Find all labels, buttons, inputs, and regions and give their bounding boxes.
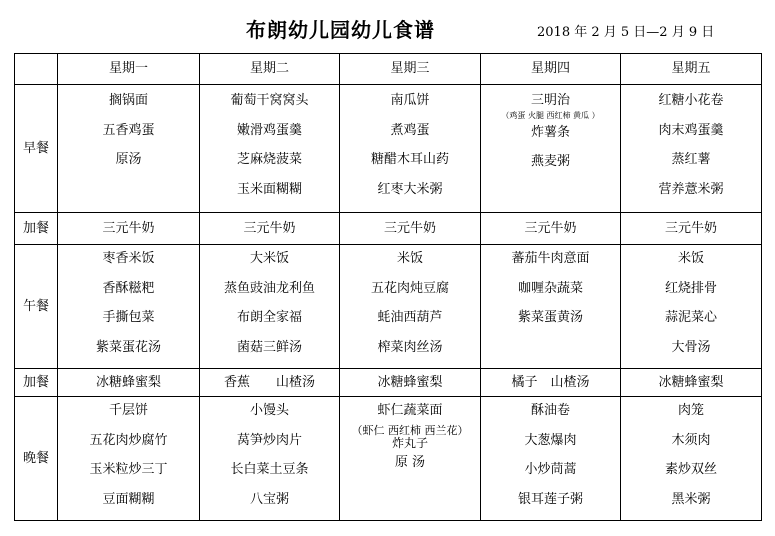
menu-item: 原 汤: [394, 454, 426, 470]
menu-item: 蒸鱼豉油龙利鱼: [223, 280, 315, 296]
menu-item: 红糖小花卷: [658, 93, 724, 108]
snack1-row: [15, 213, 762, 245]
menu-item: 玉米粒炒三丁: [89, 462, 168, 478]
day-header-mon: 星期一: [58, 54, 200, 85]
menu-item: 糖醋木耳山药: [370, 152, 449, 168]
menu-item: 大米饭: [249, 251, 289, 266]
menu-item: 银耳莲子粥: [517, 491, 583, 507]
lunch-row: [15, 245, 762, 369]
menu-item: 米饭: [677, 251, 704, 266]
menu-item: 五花肉炖豆腐: [370, 280, 449, 296]
date-range: 2018 年 2 月 5 日—2 月 9 日: [537, 25, 715, 40]
menu-item: 素炒双丝: [664, 462, 717, 478]
dinner-mon-cell: [58, 397, 200, 521]
menu-item: 蕃茄牛肉意面: [511, 251, 590, 266]
dinner-tue-cell: [200, 397, 340, 521]
dinner-fri-cell: [621, 397, 762, 521]
menu-item: 蒜泥菜心: [664, 310, 717, 326]
day-header-fri: 星期五: [621, 54, 762, 85]
snack1-thu-cell: 三元牛奶: [481, 213, 621, 245]
menu-item: 炸丸子: [391, 435, 428, 450]
snack2-thu-cell: 橘子 山楂汤: [481, 369, 621, 397]
menu-item: 搁锅面: [108, 93, 148, 108]
menu-item: 紫菜蛋花汤: [95, 339, 161, 355]
menu-item: 蒸红薯: [671, 152, 711, 168]
menu-item: 三明治: [530, 93, 570, 108]
breakfast-thu-cell: [481, 85, 621, 213]
lunch-wed-cell: [340, 245, 481, 369]
menu-item: 燕麦粥: [530, 153, 570, 169]
menu-item: 紫菜蛋黄汤: [517, 310, 583, 326]
breakfast-row: [15, 85, 762, 213]
menu-item: 红烧排骨: [664, 280, 717, 296]
page-title: 布朗幼儿园幼儿食谱: [246, 18, 435, 42]
breakfast-fri-cell: [621, 85, 762, 213]
menu-item: 豆面糊糊: [102, 491, 155, 507]
menu-item: 酥油卷: [530, 403, 570, 418]
lunch-tue-cell: [200, 245, 340, 369]
header-row: [15, 54, 762, 85]
menu-item: 咖喱杂蔬菜: [517, 280, 583, 296]
menu-item: 黑米粥: [671, 491, 711, 507]
snack1-tue-cell: 三元牛奶: [200, 213, 340, 245]
menu-item-note: （虾仁 西红柿 西兰花）: [351, 423, 469, 437]
snack2-row: [15, 369, 762, 397]
menu-item: 布朗全家福: [236, 310, 302, 326]
menu-item: 香酥糍粑: [102, 280, 155, 296]
meal-label-snack2: 加餐: [15, 369, 58, 397]
snack2-mon-cell: 冰糖蜂蜜梨: [58, 369, 200, 397]
menu-item: 小馒头: [249, 403, 289, 418]
menu-item: 大葱爆肉: [524, 432, 577, 448]
header-corner-cell: [15, 54, 58, 85]
dinner-row: [15, 397, 762, 521]
menu-item: 木须肉: [671, 432, 711, 448]
menu-item: 炸薯条: [530, 125, 570, 141]
menu-item: 五香鸡蛋: [102, 122, 155, 138]
menu-item: 长白菜土豆条: [230, 462, 309, 478]
lunch-mon-cell: [58, 245, 200, 369]
menu-item: 千层饼: [108, 403, 148, 418]
snack2-fri-cell: 冰糖蜂蜜梨: [621, 369, 762, 397]
menu-item: 虾仁蔬菜面: [377, 403, 443, 418]
menu-item: 南瓜饼: [390, 93, 430, 108]
breakfast-wed-cell: [340, 85, 481, 213]
menu-item: 红枣大米粥: [377, 181, 443, 197]
lunch-fri-cell: [621, 245, 762, 369]
meal-label-snack1: 加餐: [15, 213, 58, 245]
snack2-wed-cell: 冰糖蜂蜜梨: [340, 369, 481, 397]
menu-item: 肉末鸡蛋羹: [658, 122, 724, 138]
lunch-thu-cell: [481, 245, 621, 369]
breakfast-mon-cell: [58, 85, 200, 213]
menu-item: 手撕包菜: [102, 310, 155, 326]
menu-item: 米饭: [396, 251, 423, 266]
snack1-mon-cell: 三元牛奶: [58, 213, 200, 245]
menu-item: 八宝粥: [249, 491, 289, 507]
snack1-fri-cell: 三元牛奶: [621, 213, 762, 245]
menu-item: 煮鸡蛋: [390, 122, 430, 138]
menu-item: 玉米面糊糊: [236, 181, 302, 197]
menu-item: 营养薏米粥: [658, 181, 724, 197]
menu-item: 莴笋炒肉片: [236, 432, 302, 448]
dinner-wed-cell: [340, 397, 481, 521]
menu-item: 芝麻烧菠菜: [236, 152, 302, 168]
menu-item: 葡萄干窝窝头: [230, 93, 309, 108]
menu-item: 嫩滑鸡蛋羹: [236, 122, 302, 138]
snack2-tue-cell: 香蕉 山楂汤: [200, 369, 340, 397]
meal-label-lunch: 午餐: [15, 245, 58, 369]
menu-item: 五花肉炒腐竹: [89, 432, 168, 448]
menu-item: 菌菇三鲜汤: [236, 339, 302, 355]
meal-label-dinner: 晚餐: [15, 397, 58, 521]
menu-item: 大骨汤: [671, 339, 711, 355]
day-header-wed: 星期三: [340, 54, 481, 85]
day-header-thu: 星期四: [481, 54, 621, 85]
day-header-tue: 星期二: [200, 54, 340, 85]
breakfast-tue-cell: [200, 85, 340, 213]
dinner-thu-cell: [481, 397, 621, 521]
menu-item: 肉笼: [677, 403, 704, 418]
menu-table: [14, 53, 762, 521]
snack1-wed-cell: 三元牛奶: [340, 213, 481, 245]
menu-item: 小炒茼蒿: [524, 462, 577, 478]
menu-item: 原汤: [115, 152, 142, 168]
meal-label-breakfast: 早餐: [15, 85, 58, 213]
menu-item: 榨菜肉丝汤: [377, 339, 443, 355]
menu-item: 枣香米饭: [102, 251, 155, 266]
menu-item: 蚝油西葫芦: [377, 310, 443, 326]
menu-item-note: （鸡蛋 火腿 西红柿 黄瓜 ）: [501, 110, 600, 120]
